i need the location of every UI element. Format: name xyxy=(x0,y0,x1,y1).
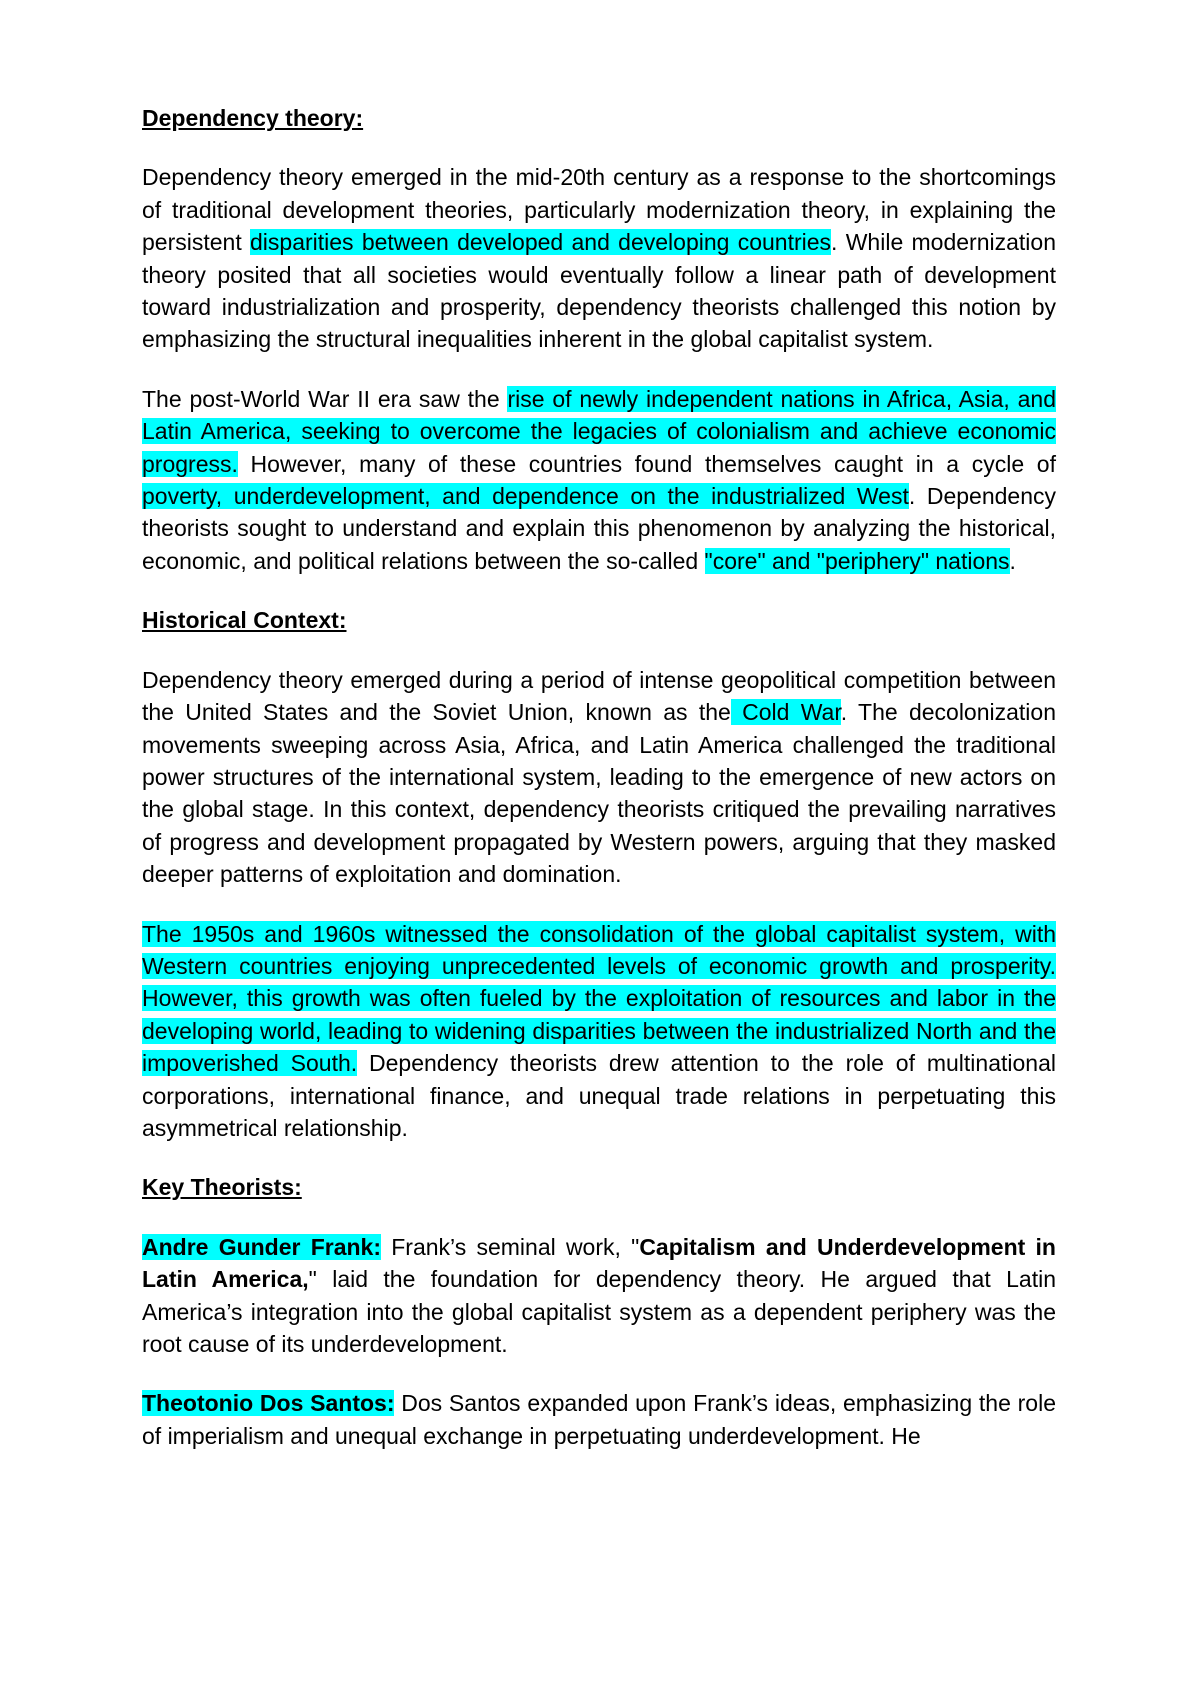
text-run: . xyxy=(1009,547,1016,574)
paragraph-andre-gunder-frank xyxy=(142,1231,1056,1361)
text-run: Dependency theory emerged during a period of intense geopolitical competition between the United States and the Soviet Union, known as the xyxy=(142,666,1056,726)
paragraph-post-war-era xyxy=(142,383,1056,577)
theorist-name-highlighted: Andre Gunder Frank: xyxy=(142,1233,381,1260)
paragraph-cold-war-context xyxy=(142,664,1056,891)
paragraph-1950s-1960s xyxy=(142,918,1056,1145)
theorist-name-highlighted: Theotonio Dos Santos: xyxy=(142,1390,395,1417)
highlighted-text: The 1950s and 1960s witnessed the consolidation of the global capitalist system, with Western countries enjoying unprecedented levels of economic growth and prosperity. However, this growth was often fueled by the exploitation of resources and labor in the developing world, leading to widening disparities between the industrialized North and the impoverished South. xyxy=(142,920,1056,1077)
document-page xyxy=(142,102,1056,1479)
text-run: . The decolonization movements sweeping across Asia, Africa, and Latin America challenged the traditional power structures of the international system, leading to the emergence of new actors on the global stage. In this context, dependency theorists critiqued the prevailing narratives of progress and development propagated by Western powers, arguing that they masked deeper patterns of exploitation and domination. xyxy=(142,699,1056,888)
text-run: Dependency theorists drew attention to the role of multinational corporations, international finance, and unequal trade relations in perpetuating this asymmetrical relationship. xyxy=(142,1050,1056,1141)
text-run: Frank’s seminal work, " xyxy=(381,1233,640,1260)
highlighted-text: Cold War xyxy=(730,699,841,726)
work-title: Capitalism and Underdevelopment in Latin America, xyxy=(142,1233,1056,1293)
text-run: However, many of these countries found themselves caught in a cycle of xyxy=(237,450,1056,477)
text-run: " laid the foundation for dependency theory. He argued that Latin America’s integration into the global capitalist system as a dependent periphery was the root cause of its underdevelopment. xyxy=(142,1266,1056,1357)
section-heading-key-theorists: Key Theorists: xyxy=(142,1174,302,1201)
paragraph-dependency-intro xyxy=(142,161,1056,355)
section-heading-dependency-theory: Dependency theory: xyxy=(142,105,364,131)
text-run: The post-World War II era saw the xyxy=(142,385,508,412)
highlighted-text: "core" and "periphery" nations xyxy=(704,547,1010,574)
highlighted-text: poverty, underdevelopment, and dependence on the industrialized West xyxy=(142,483,909,510)
highlighted-text: rise of newly independent nations in Africa, Asia, and Latin America, seeking to overcome the legacies of colonialism and achieve economic progress. xyxy=(142,385,1057,477)
section-heading-historical-context: Historical Context: xyxy=(142,607,347,634)
highlighted-text: disparities between developed and developing countries xyxy=(250,229,832,256)
text-run: Dos Santos expanded upon Frank’s ideas, emphasizing the role of imperialism and unequal exchange in perpetuating underdevelopment. He xyxy=(142,1390,1056,1449)
text-run: . Dependency theorists sought to understand and explain this phenomenon by analyzing the historical, economic, and political relations between the so-called xyxy=(142,483,1056,574)
text-run: . While modernization theory posited that all societies would eventually follow a linear path of development toward industrialization and prosperity, dependency theorists challenged this notion by emphasizing the structural inequalities inherent in the global capitalist system. xyxy=(142,229,1056,353)
paragraph-theotonio-dos-santos xyxy=(142,1387,1056,1452)
text-run: Dependency theory emerged in the mid-20th century as a response to the shortcomings of traditional development theories, particularly modernization theory, in explaining the persistent xyxy=(142,164,1056,256)
